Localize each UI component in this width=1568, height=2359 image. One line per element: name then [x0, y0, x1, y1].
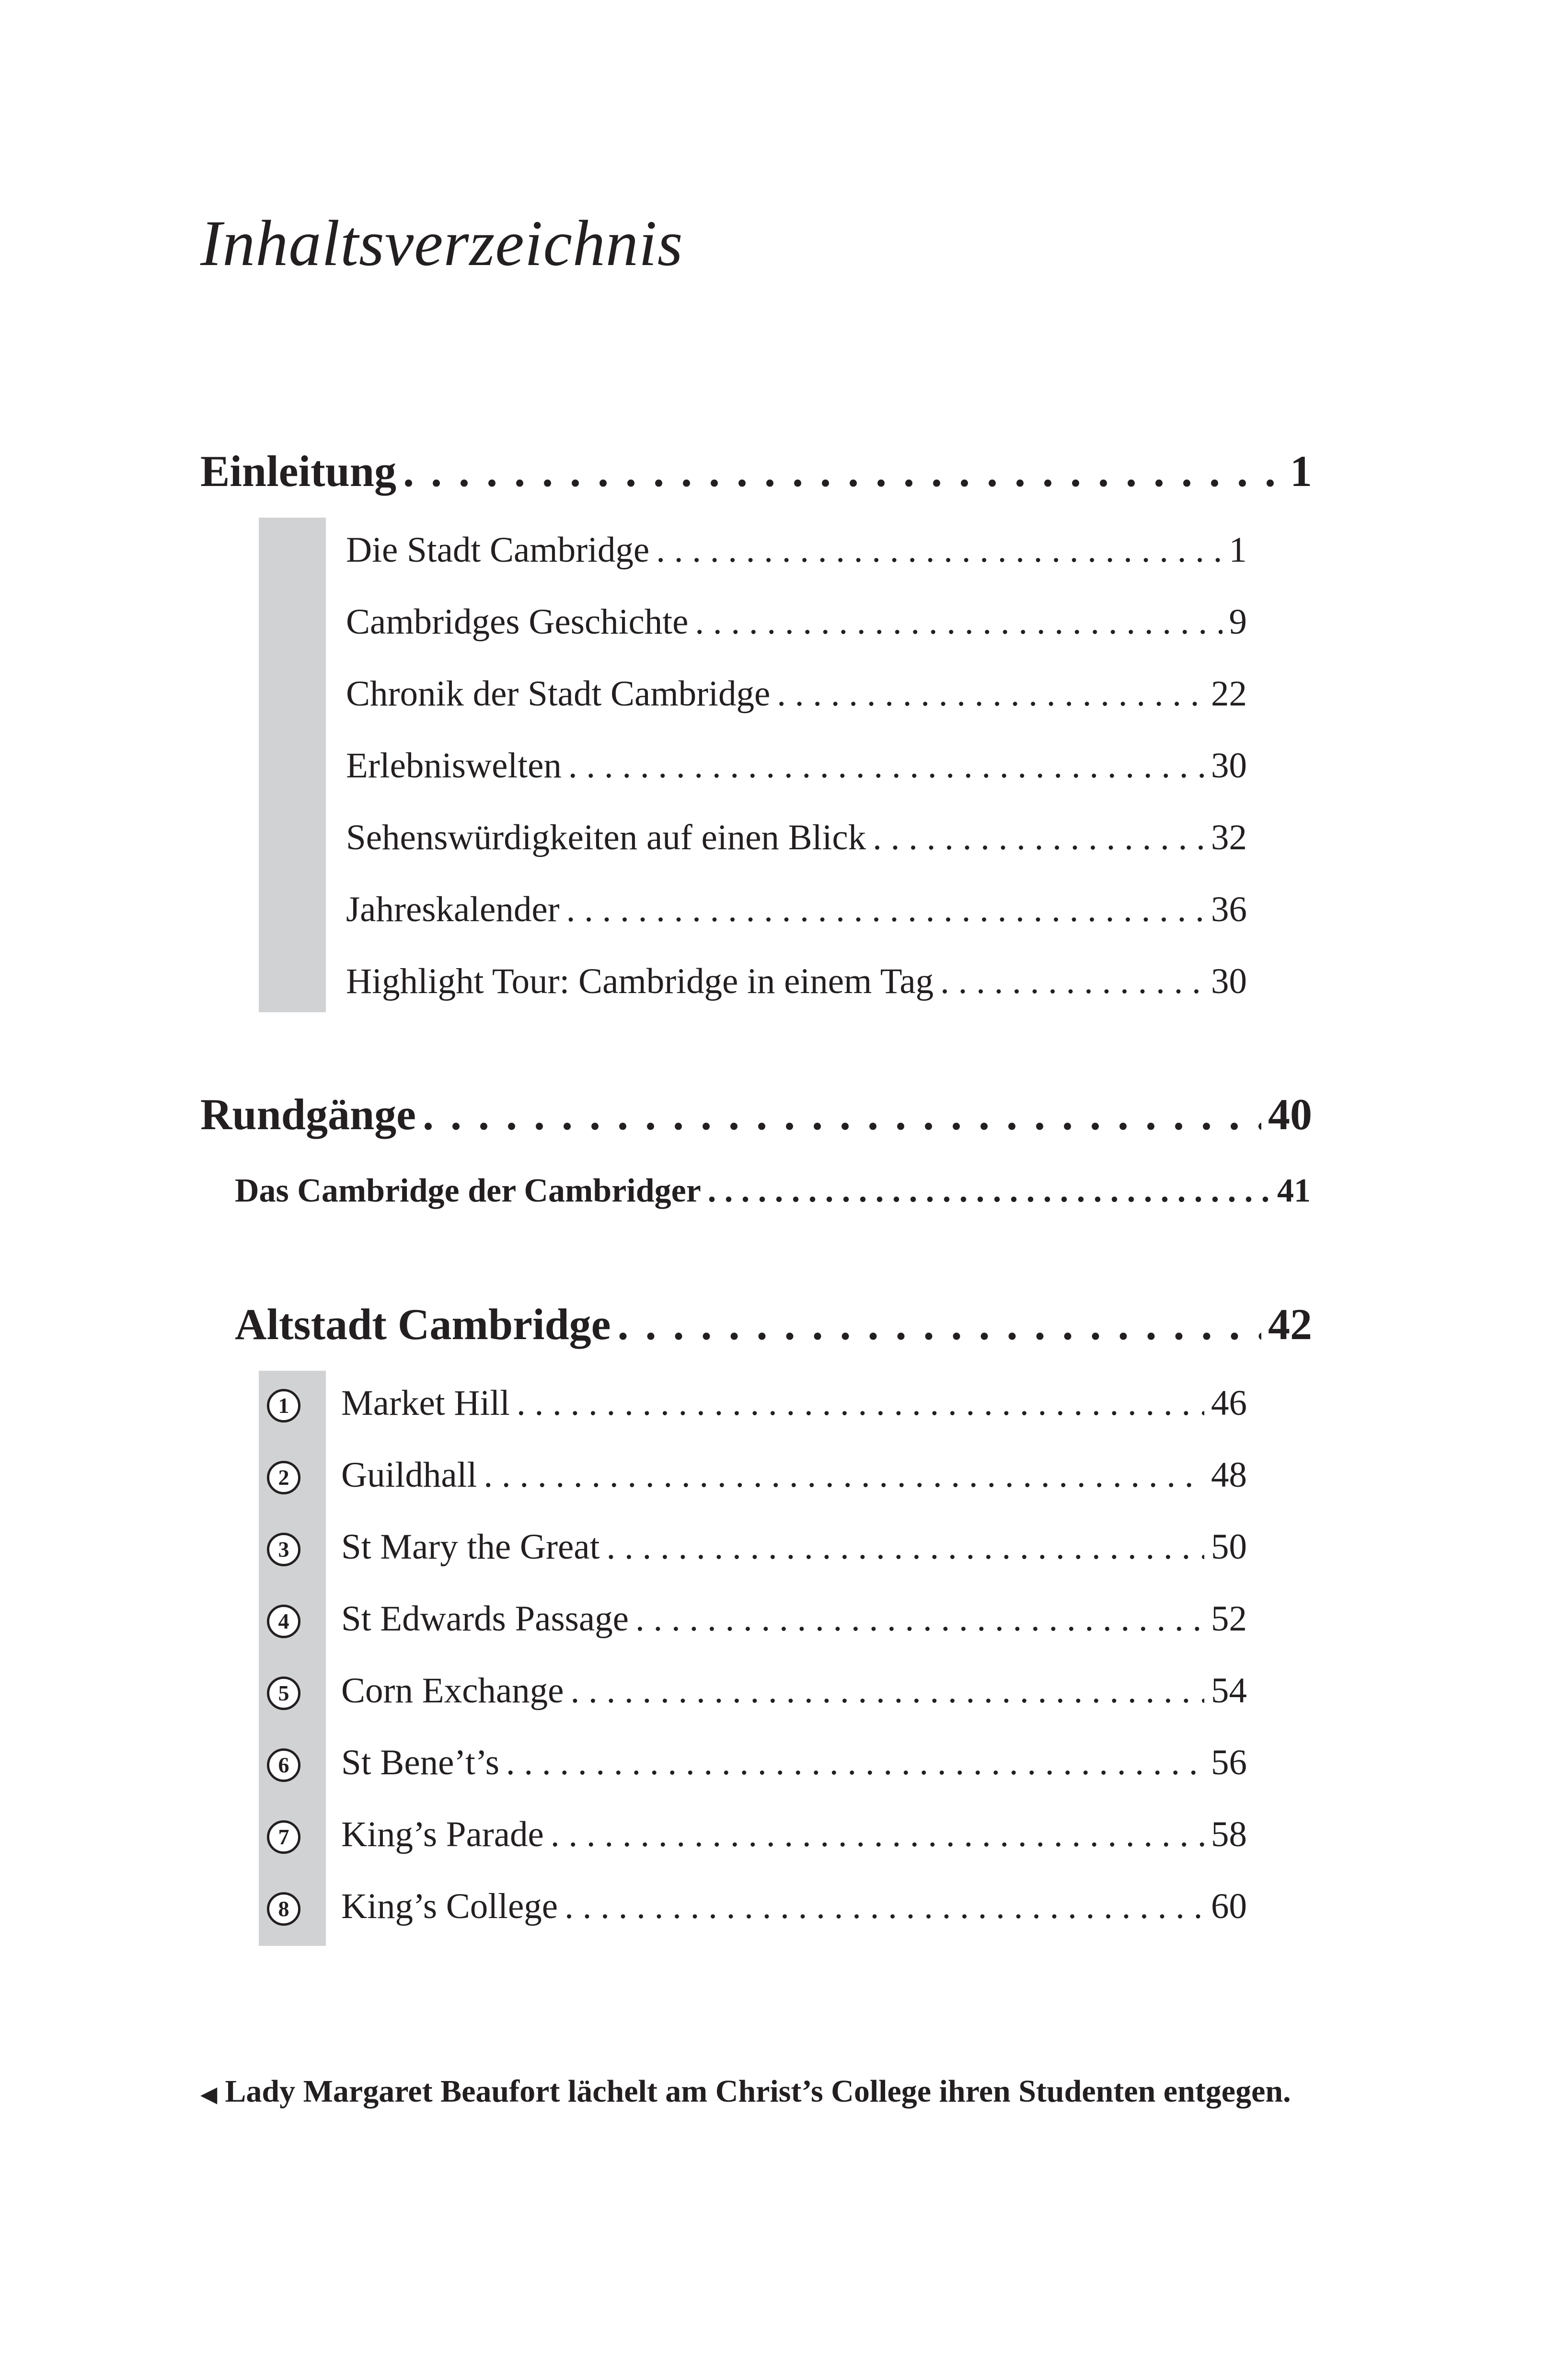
dot-leader: [618, 1299, 1261, 1350]
entry-page-number: 46: [1211, 1383, 1247, 1423]
entry-page-number: 1: [1229, 530, 1247, 570]
section-page-number: 1: [1290, 447, 1312, 496]
dot-leader: [656, 530, 1222, 571]
entry-label: Guildhall: [341, 1455, 477, 1495]
dot-leader: [568, 745, 1204, 786]
toc-entry[interactable]: [346, 745, 1247, 793]
toc-entry[interactable]: [346, 889, 1247, 937]
toc-entry[interactable]: [341, 1886, 1247, 1934]
toc-entry[interactable]: [341, 1383, 1247, 1431]
entry-label: Erlebniswelten: [346, 746, 562, 786]
toc-entry[interactable]: [346, 817, 1247, 865]
toc-entry[interactable]: [341, 1814, 1247, 1862]
stop-number-badge: 5: [267, 1677, 300, 1710]
entry-label: King’s College: [341, 1886, 558, 1926]
section-page-number: 42: [1268, 1300, 1312, 1349]
dot-leader: [940, 961, 1204, 1002]
section-label: Einleitung: [200, 447, 397, 496]
dot-leader: [551, 1814, 1204, 1855]
dot-leader: [423, 1089, 1261, 1140]
triangle-left-icon: ◀: [200, 2081, 218, 2107]
entry-page-number: 30: [1211, 746, 1247, 786]
entry-label: St Mary the Great: [341, 1527, 600, 1567]
entry-label: King’s Parade: [341, 1815, 544, 1854]
dot-leader: [708, 1172, 1270, 1210]
toc-entry[interactable]: [346, 961, 1247, 1009]
entry-page-number: 56: [1211, 1743, 1247, 1782]
section-page-number: 40: [1268, 1090, 1312, 1139]
dot-leader: [873, 817, 1204, 858]
section-label: Rundgänge: [200, 1090, 416, 1139]
stop-number-badge: 4: [267, 1605, 300, 1638]
dot-leader: [606, 1526, 1204, 1568]
entry-page-number: 36: [1211, 890, 1247, 929]
entry-page-number: 58: [1211, 1815, 1247, 1854]
entry-page-number: 60: [1211, 1886, 1247, 1926]
dot-leader: [403, 446, 1283, 497]
toc-entry[interactable]: [341, 1670, 1247, 1718]
toc-entry[interactable]: [346, 530, 1247, 578]
dot-leader: [777, 673, 1204, 715]
section-label: Altstadt Cambridge: [235, 1300, 611, 1349]
stop-number-badge: 2: [267, 1461, 300, 1494]
entry-label: Highlight Tour: Cambridge in einem Tag: [346, 961, 934, 1001]
entry-page-number: 54: [1211, 1671, 1247, 1711]
entry-label: Jahreskalender: [346, 890, 560, 929]
toc-entry[interactable]: [346, 601, 1247, 649]
toc-entry[interactable]: [341, 1598, 1247, 1646]
entry-page-number: 52: [1211, 1599, 1247, 1639]
entry-page-number: 9: [1229, 602, 1247, 642]
toc-entry[interactable]: [341, 1526, 1247, 1574]
toc-entry[interactable]: [341, 1742, 1247, 1790]
page-title: Inhaltsverzeichnis: [200, 208, 683, 279]
dot-leader: [517, 1383, 1204, 1424]
entry-label: St Edwards Passage: [341, 1599, 629, 1639]
toc-entry[interactable]: [346, 673, 1247, 721]
image-caption: [200, 2073, 1291, 2110]
dot-leader: [695, 601, 1222, 643]
dot-leader: [565, 1886, 1204, 1927]
entry-label: Sehenswürdigkeiten auf einen Blick: [346, 818, 866, 857]
entry-label: Market Hill: [341, 1383, 510, 1423]
dot-leader: [570, 1670, 1204, 1711]
dot-leader: [635, 1598, 1204, 1640]
toc-subsection[interactable]: [235, 1172, 1311, 1220]
entry-label: Corn Exchange: [341, 1671, 564, 1711]
stop-number-badge: 8: [267, 1892, 300, 1926]
stop-number-badge: 6: [267, 1748, 300, 1782]
entry-page-number: 50: [1211, 1527, 1247, 1567]
toc-section-rundgaenge[interactable]: [200, 1089, 1312, 1151]
stop-number-badge: 7: [267, 1820, 300, 1854]
section-sidebar-bar: [259, 1371, 326, 1946]
toc-entry[interactable]: [341, 1455, 1247, 1503]
stop-number-badge: 3: [267, 1533, 300, 1566]
entry-page-number: 32: [1211, 818, 1247, 857]
entry-label: Die Stadt Cambridge: [346, 530, 650, 570]
dot-leader: [566, 889, 1204, 930]
entry-label: Chronik der Stadt Cambridge: [346, 674, 771, 714]
dot-leader: [506, 1742, 1204, 1783]
entry-page-number: 48: [1211, 1455, 1247, 1495]
entry-page-number: 30: [1211, 961, 1247, 1001]
caption-text: Lady Margaret Beaufort lächelt am Christ’s College ihren Studenten entgegen.: [225, 2074, 1291, 2109]
stop-number-badge: 1: [267, 1389, 300, 1422]
entry-label: Cambridges Geschichte: [346, 602, 689, 642]
subsection-page-number: 41: [1277, 1172, 1311, 1209]
subsection-label: Das Cambridge der Cambridger: [235, 1172, 701, 1209]
dot-leader: [484, 1455, 1204, 1496]
entry-label: St Bene’t’s: [341, 1743, 499, 1782]
section-sidebar-bar: [259, 518, 326, 1012]
toc-section-altstadt[interactable]: [235, 1299, 1312, 1361]
toc-section-einleitung[interactable]: [200, 446, 1312, 508]
entry-page-number: 22: [1211, 674, 1247, 714]
